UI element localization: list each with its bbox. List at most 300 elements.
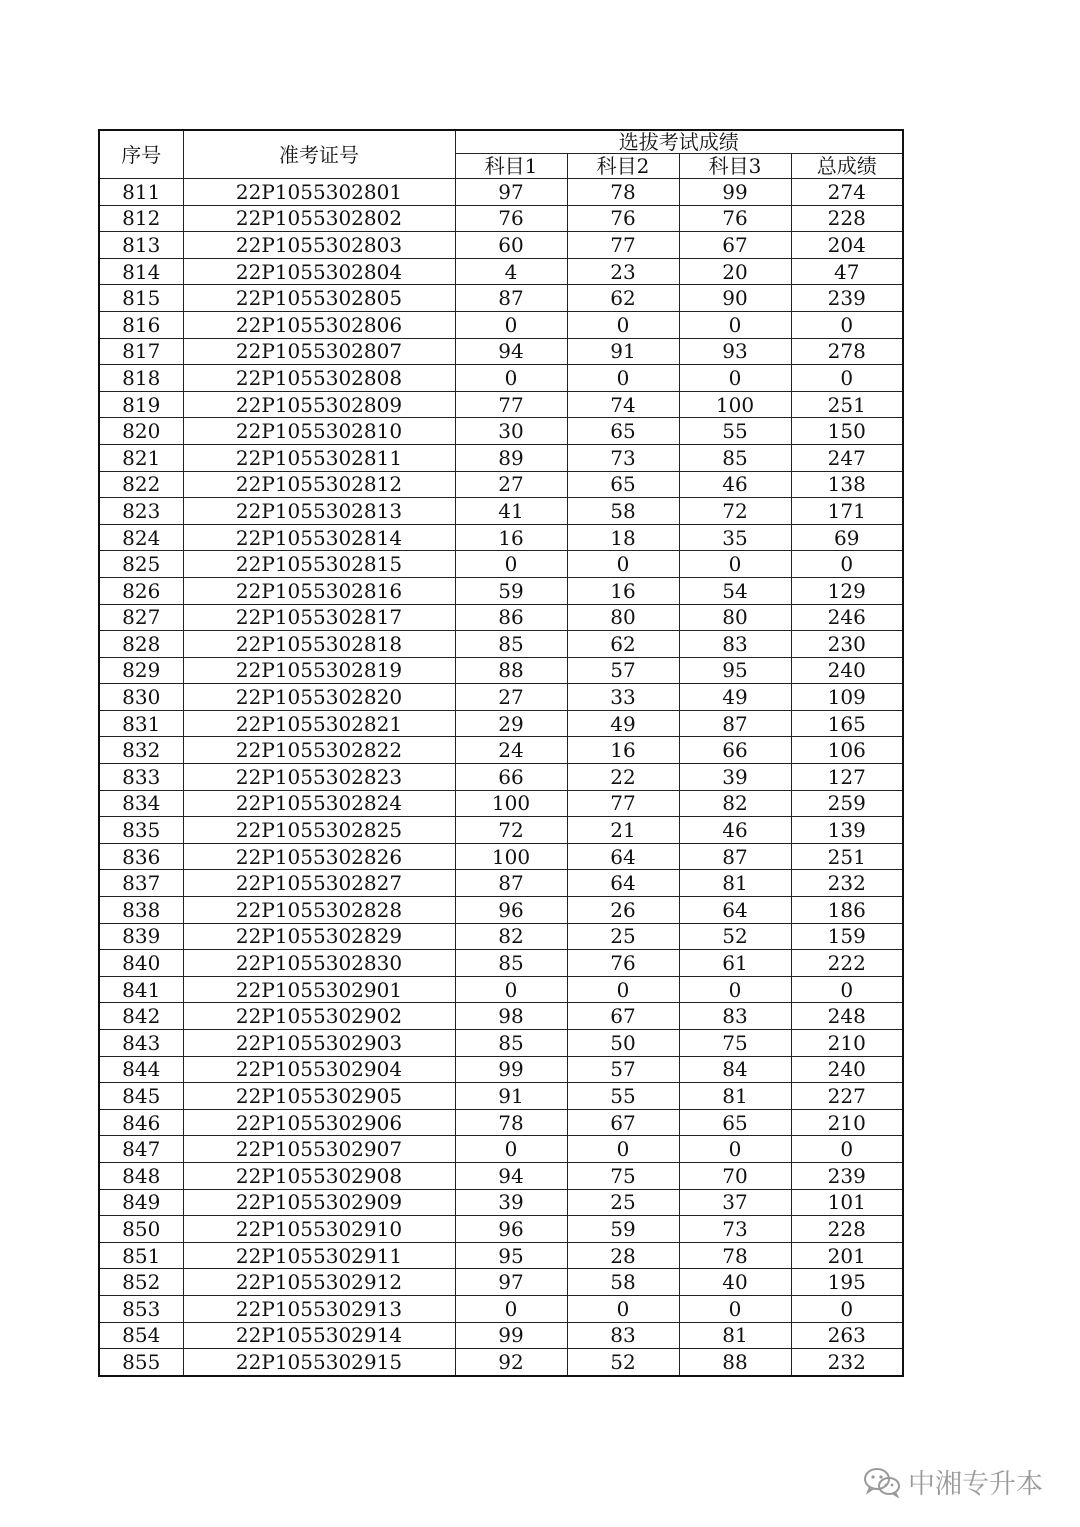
cell-total: 0 (791, 1295, 903, 1322)
cell-subject2: 52 (567, 1349, 679, 1376)
cell-subject1: 16 (455, 524, 567, 551)
table-row (99, 551, 903, 578)
cell-seq: 826 (99, 577, 183, 604)
cell-subject2: 65 (567, 418, 679, 445)
cell-subject3: 65 (679, 1109, 791, 1136)
cell-seq: 833 (99, 764, 183, 791)
cell-subject3: 20 (679, 258, 791, 285)
cell-exam-id: 22P1055302911 (183, 1242, 455, 1269)
cell-subject3: 0 (679, 1295, 791, 1322)
watermark-text: 中湘专升本 (908, 1469, 1043, 1500)
table-row (99, 1003, 903, 1030)
table-row (99, 1136, 903, 1163)
cell-subject3: 88 (679, 1349, 791, 1376)
cell-subject1: 98 (455, 1003, 567, 1030)
header-subject3: 科目3 (679, 154, 791, 179)
cell-subject3: 46 (679, 471, 791, 498)
cell-total: 139 (791, 817, 903, 844)
cell-exam-id: 22P1055302813 (183, 498, 455, 525)
cell-subject1: 96 (455, 1216, 567, 1243)
header-subject2: 科目2 (567, 154, 679, 179)
table-row (99, 205, 903, 232)
cell-subject1: 77 (455, 391, 567, 418)
cell-subject3: 83 (679, 631, 791, 658)
table-row (99, 498, 903, 525)
cell-subject1: 85 (455, 950, 567, 977)
cell-total: 259 (791, 790, 903, 817)
watermark (862, 1462, 1043, 1501)
cell-subject1: 96 (455, 897, 567, 924)
cell-total: 240 (791, 1056, 903, 1083)
cell-exam-id: 22P1055302904 (183, 1056, 455, 1083)
cell-subject1: 59 (455, 577, 567, 604)
cell-total: 239 (791, 1162, 903, 1189)
cell-subject2: 77 (567, 790, 679, 817)
cell-exam-id: 22P1055302905 (183, 1083, 455, 1110)
cell-subject3: 83 (679, 1003, 791, 1030)
table-row (99, 258, 903, 285)
cell-subject1: 60 (455, 232, 567, 259)
cell-seq: 847 (99, 1136, 183, 1163)
cell-seq: 817 (99, 338, 183, 365)
cell-total: 210 (791, 1030, 903, 1057)
cell-subject3: 55 (679, 418, 791, 445)
cell-subject3: 75 (679, 1030, 791, 1057)
table-row (99, 923, 903, 950)
cell-subject3: 61 (679, 950, 791, 977)
header-total: 总成绩 (791, 154, 903, 179)
cell-subject3: 85 (679, 444, 791, 471)
cell-total: 171 (791, 498, 903, 525)
table-body (99, 179, 903, 1376)
table-row (99, 1216, 903, 1243)
table-row (99, 524, 903, 551)
cell-total: 150 (791, 418, 903, 445)
cell-seq: 831 (99, 710, 183, 737)
cell-seq: 813 (99, 232, 183, 259)
table-row (99, 843, 903, 870)
cell-total: 227 (791, 1083, 903, 1110)
cell-exam-id: 22P1055302827 (183, 870, 455, 897)
cell-subject1: 29 (455, 710, 567, 737)
cell-seq: 851 (99, 1242, 183, 1269)
cell-subject3: 73 (679, 1216, 791, 1243)
cell-total: 204 (791, 232, 903, 259)
cell-seq: 839 (99, 923, 183, 950)
cell-subject3: 84 (679, 1056, 791, 1083)
cell-exam-id: 22P1055302815 (183, 551, 455, 578)
table-header (99, 130, 903, 179)
header-score-group: 选拔考试成绩 (455, 130, 903, 154)
cell-total: 186 (791, 897, 903, 924)
cell-seq: 852 (99, 1269, 183, 1296)
cell-subject1: 72 (455, 817, 567, 844)
cell-seq: 844 (99, 1056, 183, 1083)
cell-exam-id: 22P1055302908 (183, 1162, 455, 1189)
cell-subject1: 30 (455, 418, 567, 445)
cell-subject3: 40 (679, 1269, 791, 1296)
cell-subject1: 92 (455, 1349, 567, 1376)
table-row (99, 179, 903, 206)
cell-subject1: 76 (455, 205, 567, 232)
cell-exam-id: 22P1055302829 (183, 923, 455, 950)
cell-subject3: 35 (679, 524, 791, 551)
cell-subject3: 0 (679, 311, 791, 338)
cell-subject1: 87 (455, 870, 567, 897)
cell-exam-id: 22P1055302828 (183, 897, 455, 924)
table-row (99, 1349, 903, 1376)
cell-seq: 830 (99, 684, 183, 711)
cell-subject1: 86 (455, 604, 567, 631)
cell-total: 246 (791, 604, 903, 631)
table-row (99, 897, 903, 924)
table-row (99, 1056, 903, 1083)
cell-subject3: 72 (679, 498, 791, 525)
cell-seq: 850 (99, 1216, 183, 1243)
cell-subject1: 4 (455, 258, 567, 285)
cell-subject1: 41 (455, 498, 567, 525)
cell-subject3: 64 (679, 897, 791, 924)
table-row (99, 764, 903, 791)
cell-seq: 842 (99, 1003, 183, 1030)
cell-subject2: 21 (567, 817, 679, 844)
cell-subject3: 81 (679, 1322, 791, 1349)
cell-subject1: 0 (455, 551, 567, 578)
cell-subject2: 25 (567, 923, 679, 950)
cell-seq: 835 (99, 817, 183, 844)
cell-subject2: 58 (567, 1269, 679, 1296)
cell-seq: 846 (99, 1109, 183, 1136)
cell-exam-id: 22P1055302822 (183, 737, 455, 764)
cell-subject3: 100 (679, 391, 791, 418)
cell-seq: 815 (99, 285, 183, 312)
cell-subject3: 95 (679, 657, 791, 684)
cell-seq: 849 (99, 1189, 183, 1216)
table-row (99, 1030, 903, 1057)
cell-subject1: 95 (455, 1242, 567, 1269)
cell-subject1: 24 (455, 737, 567, 764)
cell-subject2: 62 (567, 285, 679, 312)
cell-total: 201 (791, 1242, 903, 1269)
cell-subject2: 0 (567, 1136, 679, 1163)
cell-subject2: 67 (567, 1003, 679, 1030)
cell-seq: 818 (99, 365, 183, 392)
wechat-icon (862, 1466, 902, 1498)
cell-total: 0 (791, 976, 903, 1003)
cell-total: 274 (791, 179, 903, 206)
cell-subject1: 91 (455, 1083, 567, 1110)
cell-exam-id: 22P1055302914 (183, 1322, 455, 1349)
table-row (99, 311, 903, 338)
cell-exam-id: 22P1055302907 (183, 1136, 455, 1163)
cell-subject2: 64 (567, 870, 679, 897)
cell-subject2: 0 (567, 365, 679, 392)
cell-subject2: 73 (567, 444, 679, 471)
cell-exam-id: 22P1055302809 (183, 391, 455, 418)
table-row (99, 1162, 903, 1189)
cell-total: 109 (791, 684, 903, 711)
score-table (98, 129, 904, 1377)
cell-seq: 854 (99, 1322, 183, 1349)
cell-total: 69 (791, 524, 903, 551)
cell-subject3: 39 (679, 764, 791, 791)
cell-exam-id: 22P1055302802 (183, 205, 455, 232)
cell-subject1: 0 (455, 311, 567, 338)
cell-exam-id: 22P1055302816 (183, 577, 455, 604)
cell-total: 239 (791, 285, 903, 312)
cell-subject3: 46 (679, 817, 791, 844)
table-row (99, 631, 903, 658)
cell-subject2: 64 (567, 843, 679, 870)
cell-total: 129 (791, 577, 903, 604)
cell-subject3: 0 (679, 551, 791, 578)
cell-seq: 837 (99, 870, 183, 897)
table-row (99, 1109, 903, 1136)
cell-subject2: 57 (567, 657, 679, 684)
cell-subject2: 0 (567, 976, 679, 1003)
cell-seq: 811 (99, 179, 183, 206)
cell-total: 228 (791, 205, 903, 232)
table-row (99, 817, 903, 844)
cell-exam-id: 22P1055302915 (183, 1349, 455, 1376)
cell-total: 263 (791, 1322, 903, 1349)
table-row (99, 684, 903, 711)
cell-subject2: 55 (567, 1083, 679, 1110)
cell-exam-id: 22P1055302909 (183, 1189, 455, 1216)
cell-subject3: 87 (679, 710, 791, 737)
table-row (99, 1242, 903, 1269)
cell-subject1: 27 (455, 471, 567, 498)
cell-seq: 829 (99, 657, 183, 684)
cell-subject3: 66 (679, 737, 791, 764)
cell-subject1: 0 (455, 976, 567, 1003)
table-row (99, 1322, 903, 1349)
cell-subject2: 16 (567, 577, 679, 604)
cell-subject2: 67 (567, 1109, 679, 1136)
cell-subject3: 52 (679, 923, 791, 950)
table-row (99, 391, 903, 418)
cell-total: 228 (791, 1216, 903, 1243)
cell-total: 138 (791, 471, 903, 498)
cell-subject2: 65 (567, 471, 679, 498)
cell-seq: 824 (99, 524, 183, 551)
table-row (99, 1189, 903, 1216)
cell-subject3: 70 (679, 1162, 791, 1189)
cell-exam-id: 22P1055302810 (183, 418, 455, 445)
cell-subject1: 99 (455, 1056, 567, 1083)
cell-seq: 832 (99, 737, 183, 764)
cell-total: 251 (791, 843, 903, 870)
cell-subject2: 22 (567, 764, 679, 791)
cell-subject2: 18 (567, 524, 679, 551)
cell-subject3: 37 (679, 1189, 791, 1216)
cell-seq: 820 (99, 418, 183, 445)
cell-seq: 819 (99, 391, 183, 418)
cell-seq: 825 (99, 551, 183, 578)
cell-subject1: 0 (455, 365, 567, 392)
cell-exam-id: 22P1055302803 (183, 232, 455, 259)
cell-exam-id: 22P1055302805 (183, 285, 455, 312)
cell-total: 47 (791, 258, 903, 285)
cell-subject3: 81 (679, 870, 791, 897)
cell-subject2: 76 (567, 205, 679, 232)
cell-total: 210 (791, 1109, 903, 1136)
cell-subject1: 89 (455, 444, 567, 471)
cell-exam-id: 22P1055302812 (183, 471, 455, 498)
cell-subject1: 100 (455, 790, 567, 817)
cell-exam-id: 22P1055302818 (183, 631, 455, 658)
cell-subject2: 23 (567, 258, 679, 285)
cell-total: 222 (791, 950, 903, 977)
cell-seq: 834 (99, 790, 183, 817)
cell-subject2: 50 (567, 1030, 679, 1057)
header-subject1: 科目1 (455, 154, 567, 179)
cell-total: 159 (791, 923, 903, 950)
cell-subject1: 94 (455, 338, 567, 365)
cell-subject3: 78 (679, 1242, 791, 1269)
cell-exam-id: 22P1055302826 (183, 843, 455, 870)
cell-total: 251 (791, 391, 903, 418)
cell-subject3: 99 (679, 179, 791, 206)
table-row (99, 790, 903, 817)
cell-subject3: 0 (679, 1136, 791, 1163)
cell-exam-id: 22P1055302821 (183, 710, 455, 737)
cell-seq: 843 (99, 1030, 183, 1057)
cell-subject1: 85 (455, 1030, 567, 1057)
cell-subject3: 81 (679, 1083, 791, 1110)
cell-exam-id: 22P1055302830 (183, 950, 455, 977)
cell-exam-id: 22P1055302910 (183, 1216, 455, 1243)
header-seq: 序号 (99, 130, 183, 179)
table-row (99, 418, 903, 445)
score-table-container (98, 129, 904, 1377)
cell-exam-id: 22P1055302902 (183, 1003, 455, 1030)
cell-subject2: 91 (567, 338, 679, 365)
table-row (99, 870, 903, 897)
cell-exam-id: 22P1055302807 (183, 338, 455, 365)
cell-exam-id: 22P1055302817 (183, 604, 455, 631)
cell-subject2: 25 (567, 1189, 679, 1216)
cell-subject2: 74 (567, 391, 679, 418)
table-row (99, 365, 903, 392)
cell-seq: 845 (99, 1083, 183, 1110)
cell-seq: 853 (99, 1295, 183, 1322)
cell-subject2: 78 (567, 179, 679, 206)
cell-seq: 812 (99, 205, 183, 232)
table-row (99, 976, 903, 1003)
cell-subject1: 0 (455, 1295, 567, 1322)
cell-exam-id: 22P1055302901 (183, 976, 455, 1003)
cell-seq: 828 (99, 631, 183, 658)
cell-subject2: 80 (567, 604, 679, 631)
cell-subject2: 16 (567, 737, 679, 764)
cell-total: 232 (791, 1349, 903, 1376)
cell-subject3: 80 (679, 604, 791, 631)
table-row (99, 232, 903, 259)
cell-exam-id: 22P1055302819 (183, 657, 455, 684)
table-row (99, 1295, 903, 1322)
cell-total: 232 (791, 870, 903, 897)
cell-total: 106 (791, 737, 903, 764)
cell-total: 0 (791, 311, 903, 338)
cell-exam-id: 22P1055302912 (183, 1269, 455, 1296)
cell-total: 247 (791, 444, 903, 471)
cell-subject3: 90 (679, 285, 791, 312)
table-row (99, 710, 903, 737)
cell-subject3: 93 (679, 338, 791, 365)
cell-exam-id: 22P1055302820 (183, 684, 455, 711)
cell-subject2: 57 (567, 1056, 679, 1083)
table-row (99, 1269, 903, 1296)
cell-exam-id: 22P1055302903 (183, 1030, 455, 1057)
cell-subject2: 28 (567, 1242, 679, 1269)
cell-subject2: 0 (567, 551, 679, 578)
cell-subject1: 94 (455, 1162, 567, 1189)
cell-exam-id: 22P1055302913 (183, 1295, 455, 1322)
cell-subject1: 66 (455, 764, 567, 791)
cell-subject1: 39 (455, 1189, 567, 1216)
cell-subject3: 76 (679, 205, 791, 232)
cell-total: 127 (791, 764, 903, 791)
cell-seq: 841 (99, 976, 183, 1003)
cell-exam-id: 22P1055302906 (183, 1109, 455, 1136)
cell-total: 278 (791, 338, 903, 365)
cell-exam-id: 22P1055302823 (183, 764, 455, 791)
cell-subject2: 77 (567, 232, 679, 259)
cell-total: 0 (791, 551, 903, 578)
cell-seq: 827 (99, 604, 183, 631)
cell-seq: 840 (99, 950, 183, 977)
table-row (99, 604, 903, 631)
table-row (99, 338, 903, 365)
cell-subject1: 87 (455, 285, 567, 312)
cell-subject3: 82 (679, 790, 791, 817)
cell-subject3: 54 (679, 577, 791, 604)
cell-total: 248 (791, 1003, 903, 1030)
cell-subject2: 75 (567, 1162, 679, 1189)
table-row (99, 950, 903, 977)
cell-subject1: 0 (455, 1136, 567, 1163)
cell-exam-id: 22P1055302814 (183, 524, 455, 551)
cell-seq: 838 (99, 897, 183, 924)
cell-subject1: 27 (455, 684, 567, 711)
cell-subject1: 78 (455, 1109, 567, 1136)
cell-subject3: 87 (679, 843, 791, 870)
cell-seq: 836 (99, 843, 183, 870)
cell-exam-id: 22P1055302804 (183, 258, 455, 285)
cell-exam-id: 22P1055302801 (183, 179, 455, 206)
cell-exam-id: 22P1055302824 (183, 790, 455, 817)
cell-subject2: 83 (567, 1322, 679, 1349)
cell-total: 240 (791, 657, 903, 684)
cell-subject2: 33 (567, 684, 679, 711)
cell-subject1: 85 (455, 631, 567, 658)
cell-seq: 855 (99, 1349, 183, 1376)
cell-total: 230 (791, 631, 903, 658)
table-row (99, 444, 903, 471)
cell-total: 101 (791, 1189, 903, 1216)
cell-subject1: 88 (455, 657, 567, 684)
cell-seq: 848 (99, 1162, 183, 1189)
cell-subject2: 62 (567, 631, 679, 658)
cell-seq: 822 (99, 471, 183, 498)
table-row (99, 285, 903, 312)
table-row (99, 471, 903, 498)
cell-subject2: 49 (567, 710, 679, 737)
cell-subject1: 100 (455, 843, 567, 870)
cell-subject2: 26 (567, 897, 679, 924)
cell-seq: 816 (99, 311, 183, 338)
